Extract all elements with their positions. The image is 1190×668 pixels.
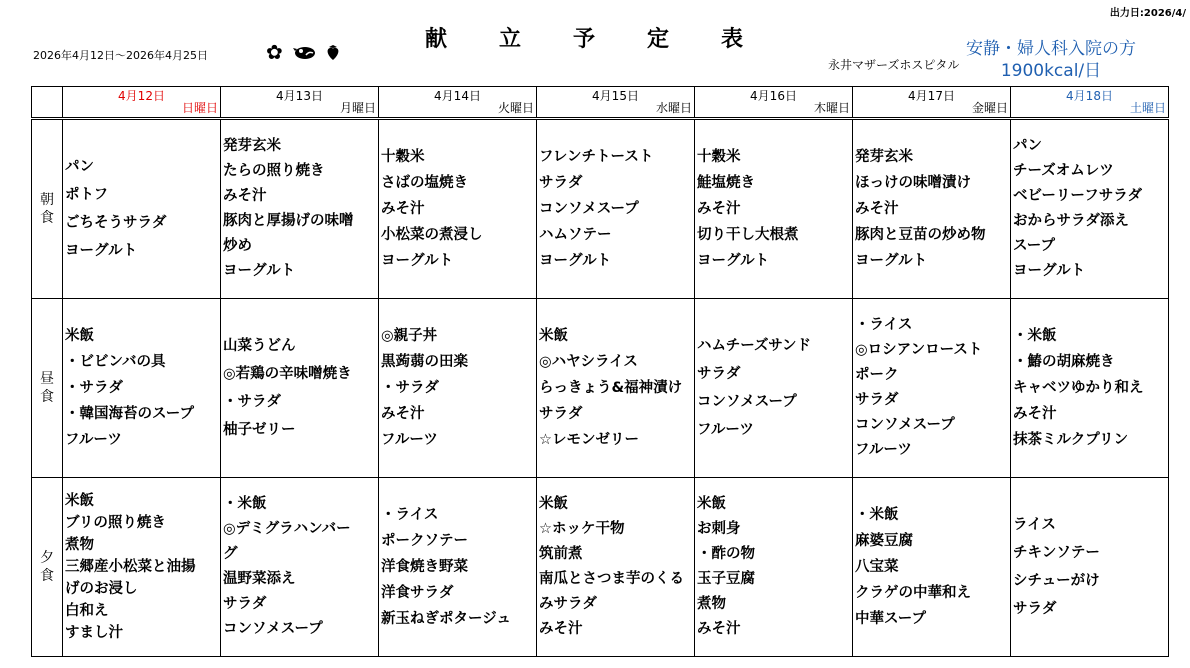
date-range: 2026年4月12日～2026年4月25日: [33, 49, 208, 62]
menu-item: 洋食焼き野菜: [381, 559, 468, 575]
menu-item: 中華スープ: [855, 611, 927, 627]
menu-item: 温野菜添え: [223, 571, 296, 587]
menu-item: 発芽玄米: [855, 149, 913, 165]
menu-item: みそ汁: [381, 201, 425, 217]
menu-item: 豚肉と厚揚げの味噌: [223, 213, 354, 229]
meal-label-char: 食: [40, 210, 54, 226]
menu-item: ・ライス: [381, 507, 439, 523]
day-header: 4月16日 木曜日: [695, 87, 853, 119]
menu-item: 豚肉と豆苗の炒め物: [855, 227, 986, 243]
meal-row: [32, 299, 1169, 478]
menu-item: パン: [1013, 138, 1042, 154]
menu-cell: [853, 119, 1011, 299]
menu-item: 米飯: [65, 328, 94, 344]
menu-cell: [537, 299, 695, 478]
meal-label-char: 食: [40, 568, 54, 584]
menu-cell: [695, 299, 853, 478]
menu-item: みそ汁: [223, 188, 267, 204]
menu-item: お刺身: [697, 521, 741, 537]
meal-label-char: 朝: [40, 192, 54, 208]
menu-item: 山菜うどん: [223, 338, 296, 354]
menu-item: ポーク: [855, 367, 899, 383]
menu-item: サラダ: [223, 596, 267, 612]
header-row: [32, 87, 1169, 119]
menu-cell: [537, 478, 695, 657]
menu-item: 炒め: [223, 238, 252, 254]
menu-item: 玉子豆腐: [697, 571, 755, 587]
diet-type: [966, 38, 1136, 82]
menu-item: ハムチーズサンド: [697, 338, 811, 354]
menu-item: 柚子ゼリー: [223, 422, 296, 438]
menu-item: みサラダ: [539, 596, 597, 612]
day-header: 4月13日 月曜日: [221, 87, 379, 119]
menu-item: ・サラダ: [381, 380, 439, 396]
menu-item: フルーツ: [65, 432, 122, 448]
menu-item: キャベツゆかり和え: [1013, 380, 1144, 396]
menu-item: 米飯: [539, 496, 568, 512]
meal-label: [32, 119, 63, 299]
menu-item: ハムソテー: [539, 227, 612, 243]
menu-item: ヨーグルト: [65, 243, 138, 259]
menu-item: ◎若鶏の辛味噌焼き: [223, 366, 352, 382]
menu-item: サラダ: [855, 392, 899, 408]
menu-item: コンソメスープ: [223, 621, 323, 637]
menu-item: ヨーグルト: [223, 263, 296, 279]
diet-calories: 1900kcal/日: [1000, 61, 1102, 81]
menu-item: 抹茶ミルクプリン: [1013, 432, 1129, 448]
menu-item: コンソメスープ: [855, 417, 955, 433]
menu-item: ◎ハヤシライス: [539, 354, 638, 370]
menu-item: サラダ: [539, 406, 583, 422]
menu-item: 切り干し大根煮: [697, 227, 799, 243]
menu-item: パン: [65, 159, 94, 175]
menu-item: おからサラダ添え: [1013, 213, 1129, 229]
menu-item: シチューがけ: [1013, 573, 1100, 589]
menu-item: 米飯: [697, 496, 726, 512]
menu-item: コンソメスープ: [539, 201, 639, 217]
menu-item: チキンソテー: [1013, 545, 1100, 561]
menu-item: みそ汁: [697, 621, 741, 637]
bird-icon: [293, 43, 317, 61]
menu-cell: [1011, 119, 1169, 299]
menu-item: ポークソテー: [381, 533, 468, 549]
day-header: 4月15日 水曜日: [537, 87, 695, 119]
day-header: 4月12日 日曜日: [63, 87, 221, 119]
menu-item: 十穀米: [381, 149, 425, 165]
menu-item: ・ライス: [855, 317, 913, 333]
menu-cell: [63, 119, 221, 299]
menu-cell: [379, 299, 537, 478]
menu-item: ごちそうサラダ: [65, 215, 167, 231]
menu-cell: [537, 119, 695, 299]
menu-cell: [1011, 299, 1169, 478]
menu-item: 発芽玄米: [223, 138, 281, 154]
menu-cell: [379, 119, 537, 299]
menu-item: みそ汁: [381, 406, 425, 422]
menu-cell: [63, 478, 221, 657]
meal-label-char: 夕: [40, 550, 54, 566]
menu-item: 鮭塩焼き: [697, 175, 755, 191]
menu-item: みそ汁: [539, 621, 583, 637]
menu-item: ヨーグルト: [855, 253, 928, 269]
meal-row: [32, 478, 1169, 657]
menu-item: みそ汁: [1013, 406, 1057, 422]
menu-item: ◎親子丼: [381, 328, 438, 344]
menu-item: ・酢の物: [697, 546, 755, 562]
menu-item: 麻婆豆腐: [855, 533, 913, 549]
menu-table: [31, 86, 1169, 657]
menu-item: げのお浸し: [65, 581, 138, 597]
menu-cell: [695, 119, 853, 299]
menu-item: 小松菜の煮浸し: [381, 227, 483, 243]
meal-label-char: 昼: [40, 371, 54, 387]
menu-item: 米飯: [65, 493, 94, 509]
menu-item: サラダ: [697, 366, 741, 382]
menu-item: さばの塩焼き: [381, 175, 468, 191]
menu-item: ・サラダ: [223, 394, 281, 410]
menu-item: フルーツ: [855, 442, 912, 458]
menu-item: 南瓜とさつま芋のくる: [539, 571, 684, 587]
menu-item: ポトフ: [65, 187, 109, 203]
menu-item: チーズオムレツ: [1013, 163, 1114, 179]
hospital-name: 永井マザーズホスピタル: [828, 58, 960, 72]
menu-cell: [853, 478, 1011, 657]
menu-item: グ: [223, 546, 238, 562]
menu-item: サラダ: [539, 175, 583, 191]
day-header: 4月18日 土曜日: [1011, 87, 1169, 119]
menu-item: 筑前煮: [539, 546, 583, 562]
menu-item: ◎ロシアンロースト: [855, 342, 983, 358]
menu-cell: [1011, 478, 1169, 657]
meal-row: [32, 119, 1169, 299]
menu-cell: [221, 478, 379, 657]
menu-item: 煮物: [697, 596, 726, 612]
menu-item: 八宝菜: [855, 559, 899, 575]
menu-item: 十穀米: [697, 149, 741, 165]
menu-item: ◎デミグラハンバー: [223, 521, 351, 537]
print-date: 出力日:2026/4/: [1109, 8, 1186, 19]
menu-item: クラゲの中華和え: [855, 585, 971, 601]
menu-item: ・米飯: [855, 507, 899, 523]
diet-name: 安静・婦人科入院の方: [966, 39, 1136, 59]
menu-item: ヨーグルト: [539, 253, 612, 269]
meal-label: [32, 299, 63, 478]
menu-item: らっきょう&福神漬け: [539, 380, 683, 396]
menu-cell: [221, 299, 379, 478]
decorative-icons: [266, 40, 341, 64]
corner-cell: [32, 87, 63, 119]
menu-item: 煮物: [65, 537, 94, 553]
menu-item: コンソメスープ: [697, 394, 797, 410]
menu-item: すまし汁: [65, 625, 123, 641]
menu-item: サラダ: [1013, 601, 1057, 617]
menu-item: ☆ホッケ干物: [539, 521, 625, 537]
menu-cell: [379, 478, 537, 657]
menu-item: フレンチトースト: [539, 149, 654, 165]
meal-label: [32, 478, 63, 657]
menu-cell: [221, 119, 379, 299]
menu-item: フルーツ: [381, 432, 438, 448]
menu-item: 三郷産小松菜と油揚: [65, 559, 196, 575]
menu-item: ・米飯: [223, 496, 267, 512]
flower-icon: ✿: [266, 40, 285, 64]
menu-item: フルーツ: [697, 422, 754, 438]
menu-cell: [695, 478, 853, 657]
menu-item: ベビーリーフサラダ: [1013, 188, 1143, 204]
menu-item: ヨーグルト: [381, 253, 454, 269]
strawberry-icon: [325, 43, 341, 61]
menu-item: スープ: [1013, 238, 1056, 254]
menu-item: ブリの照り焼き: [65, 515, 166, 531]
meal-label-char: 食: [40, 389, 54, 405]
menu-item: ヨーグルト: [1013, 263, 1086, 279]
menu-cell: [853, 299, 1011, 478]
menu-item: みそ汁: [855, 201, 899, 217]
menu-cell: [63, 299, 221, 478]
menu-item: ヨーグルト: [697, 253, 770, 269]
menu-item: ほっけの味噌漬け: [855, 175, 971, 191]
day-header: 4月17日 金曜日: [853, 87, 1011, 119]
menu-item: ・ビビンバの具: [65, 354, 166, 370]
menu-item: ・サラダ: [65, 380, 123, 396]
menu-item: 黒蒟蒻の田楽: [381, 354, 468, 370]
menu-item: 米飯: [539, 328, 568, 344]
menu-item: 新玉ねぎポタージュ: [381, 611, 511, 627]
menu-item: 白和え: [65, 603, 109, 619]
menu-item: ☆レモンゼリー: [539, 432, 639, 448]
menu-item: ・韓国海苔のスープ: [65, 406, 195, 422]
menu-item: ライス: [1013, 517, 1056, 533]
day-header: 4月14日 火曜日: [379, 87, 537, 119]
menu-item: ・鰆の胡麻焼き: [1013, 354, 1115, 370]
menu-item: みそ汁: [697, 201, 741, 217]
menu-item: ・米飯: [1013, 328, 1057, 344]
menu-item: たらの照り焼き: [223, 163, 325, 179]
menu-item: 洋食サラダ: [381, 585, 454, 601]
page-title: 献立予定表: [425, 27, 796, 52]
